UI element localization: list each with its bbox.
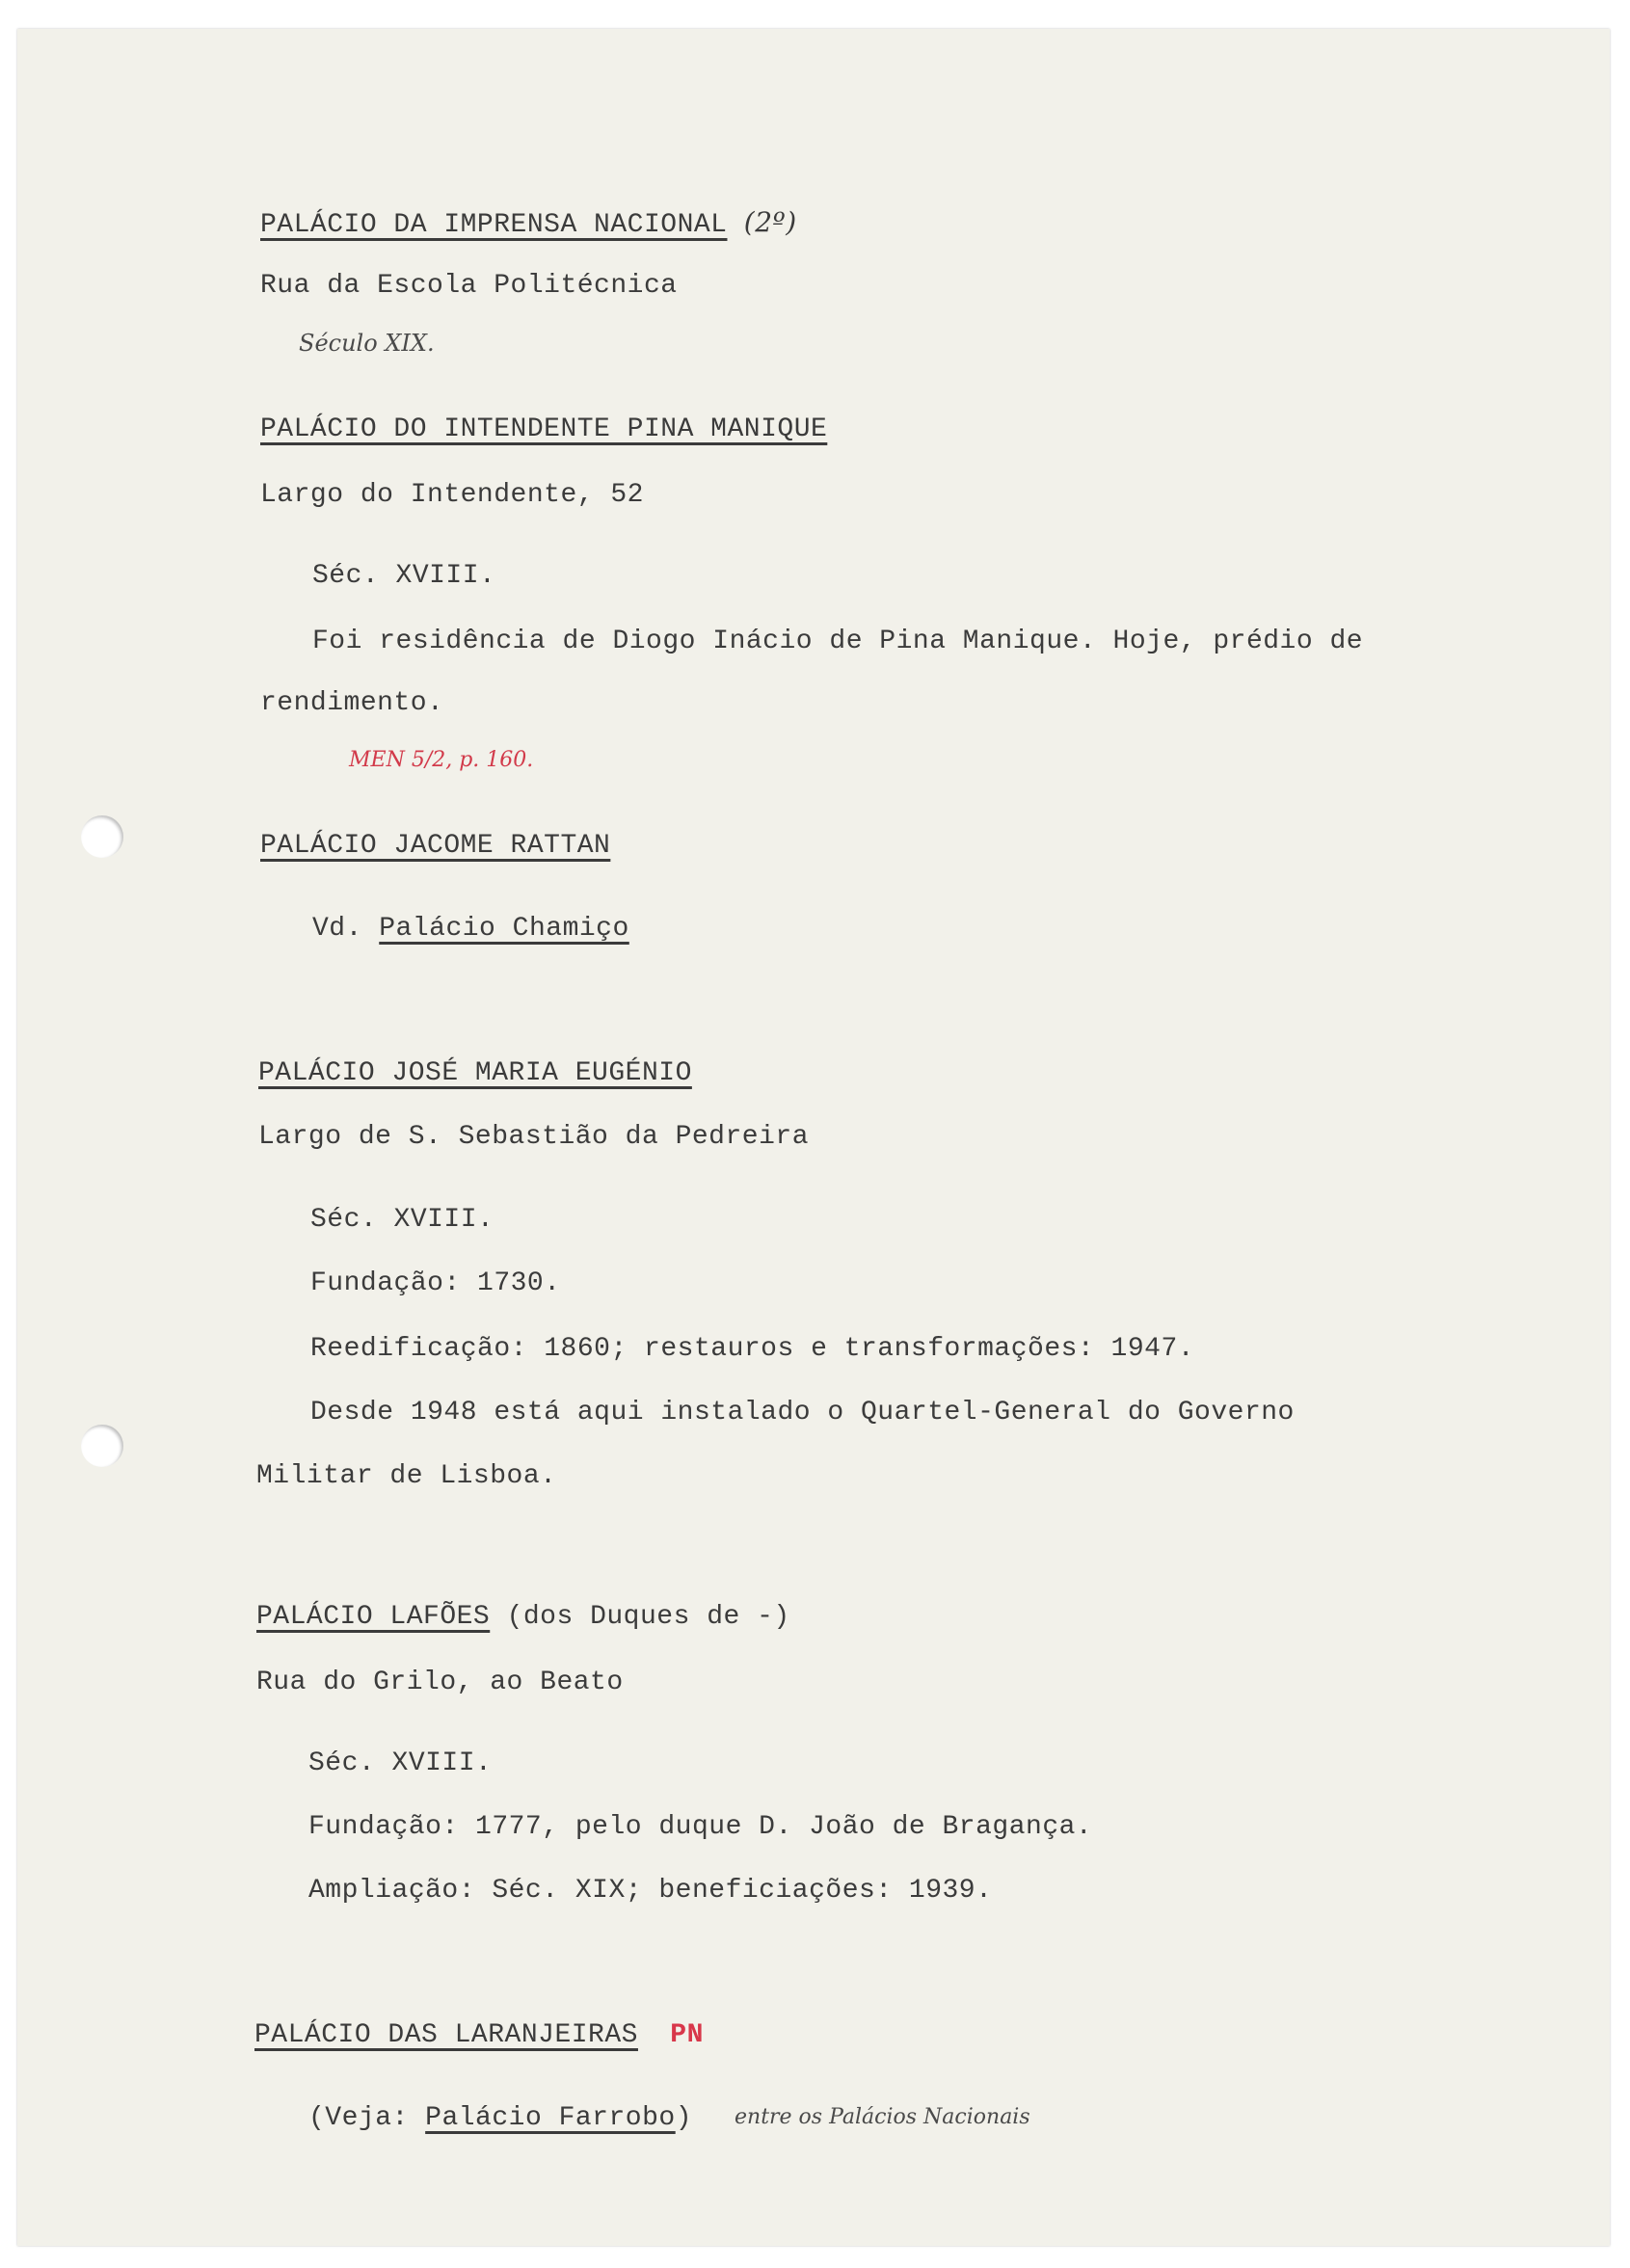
see-reference: Vd. Palácio Chamiço	[312, 914, 629, 944]
handwritten-note: Século XIX.	[299, 330, 435, 357]
entry-address: Largo de S. Sebastião da Pedreira	[258, 1122, 809, 1152]
punch-hole-bottom	[81, 1425, 123, 1467]
entry-title: PALÁCIO DAS LARANJEIRAS PN	[254, 2020, 704, 2050]
see-reference: (Veja: Palácio Farrobo)	[308, 2103, 692, 2133]
entry-title: PALÁCIO DA IMPRENSA NACIONAL (2º)	[260, 206, 797, 240]
entry-title: PALÁCIO JOSÉ MARIA EUGÉNIO	[258, 1058, 692, 1088]
entry-rebuild: Reedificação: 1860; restauros e transformações: 1947.	[310, 1334, 1195, 1364]
entry-title: PALÁCIO LAFÕES (dos Duques de -)	[256, 1602, 790, 1632]
entry-address: Largo do Intendente, 52	[260, 480, 644, 510]
entry-title: PALÁCIO DO INTENDENTE PINA MANIQUE	[260, 414, 828, 444]
punch-hole-top	[81, 815, 123, 858]
see-target: Palácio Farrobo	[425, 2103, 676, 2133]
document-page	[17, 29, 1610, 2246]
entry-address: Rua do Grilo, ao Beato	[256, 1668, 624, 1697]
entry-description: Foi residência de Diogo Inácio de Pina Manique. Hoje, prédio de	[312, 627, 1364, 656]
entry-description: rendimento.	[260, 688, 444, 718]
entry-address: Rua da Escola Politécnica	[260, 271, 678, 301]
entry-foundation: Fundação: 1777, pelo duque D. João de Bragança.	[308, 1812, 1093, 1842]
entry-century: Séc. XVIII.	[308, 1748, 493, 1778]
reference-note: MEN 5/2, p. 160.	[349, 748, 534, 772]
entry-description: Militar de Lisboa.	[256, 1461, 557, 1491]
entry-century: Séc. XVIII.	[310, 1205, 494, 1235]
see-target: Palácio Chamiço	[379, 914, 629, 944]
entry-expansion: Ampliação: Séc. XIX; beneficiações: 1939.	[308, 1876, 993, 1906]
title-note: (2º)	[743, 206, 797, 238]
pn-mark: PN	[670, 2020, 704, 2050]
handwritten-note: entre os Palácios Nacionais	[735, 2105, 1030, 2129]
entry-description: Desde 1948 está aqui instalado o Quartel-General do Governo	[310, 1398, 1295, 1428]
title-suffix: (dos Duques de -)	[506, 1602, 790, 1632]
entry-foundation: Fundação: 1730.	[310, 1268, 561, 1298]
entry-century: Séc. XVIII.	[312, 561, 496, 591]
entry-title: PALÁCIO JACOME RATTAN	[260, 831, 611, 861]
